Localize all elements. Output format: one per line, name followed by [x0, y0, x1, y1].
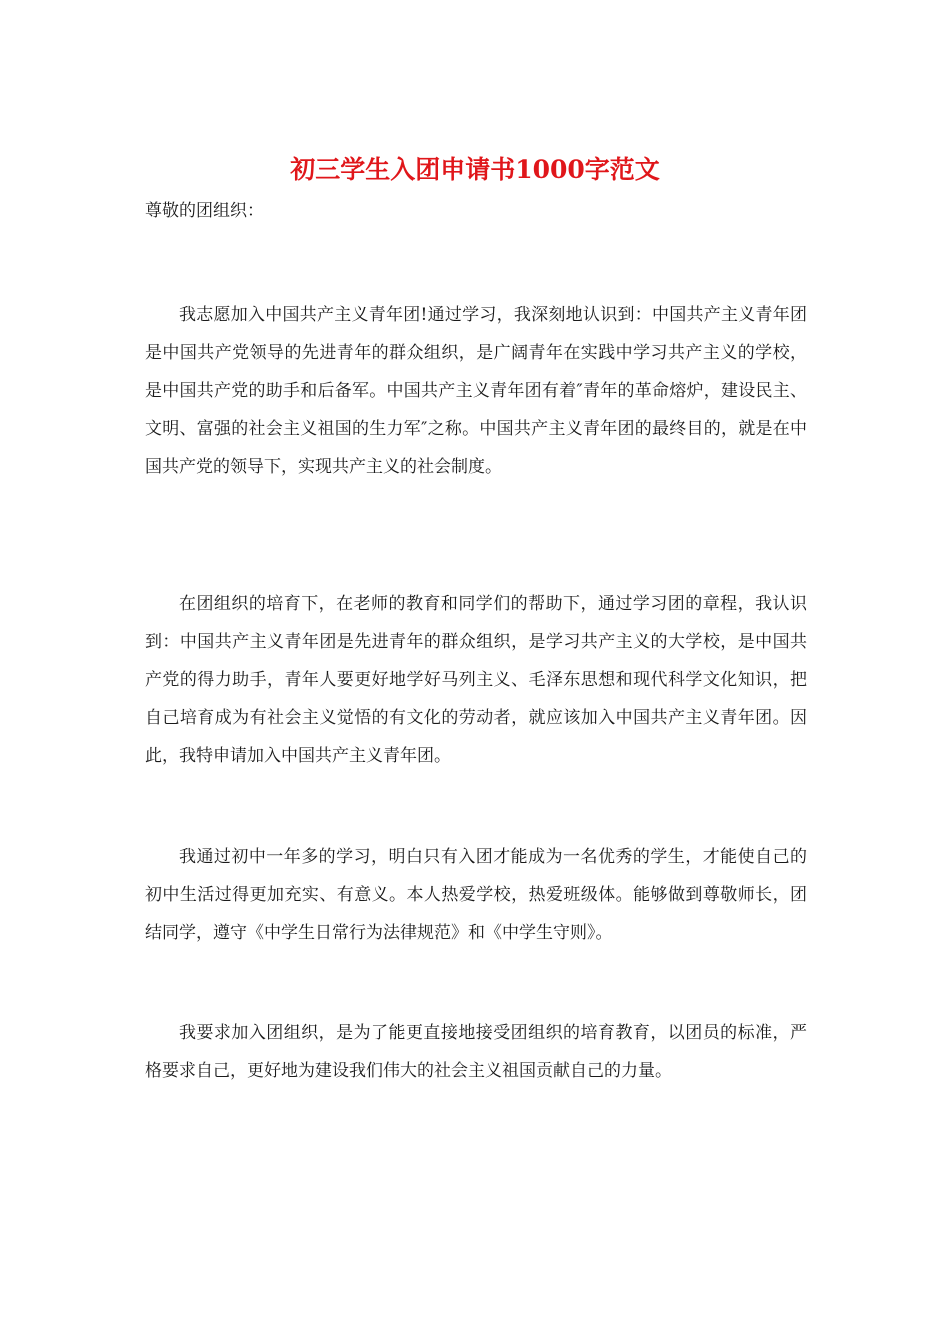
paragraph-3: 我通过初中一年多的学习，明白只有入团才能成为一名优秀的学生，才能使自己的初中生活过得更加充实、有意义。本人热爱学校，热爱班级体。能够做到尊敬师长，团结同学，遵守《中学生日常行为法律规范》和《中学生守则》。 — [145, 847, 807, 943]
document-title: 初三学生入团申请书1000字范文 — [290, 155, 660, 184]
paragraph-4: 我要求加入团组织，是为了能更直接地接受团组织的培育教育，以团员的标准，严格要求自己，更好地为建设我们伟大的社会主义祖国贡献自己的力量。 — [145, 1023, 807, 1081]
salutation: 尊敬的团组织： — [145, 201, 264, 221]
paragraph-1: 我志愿加入中国共产主义青年团!通过学习，我深刻地认识到：中国共产主义青年团是中国共产党领导的先进青年的群众组织，是广阔青年在实践中学习共产主义的学校，是中国共产党的助手和后备军。中国共产主义青年团有着″青年的革命熔炉，建设民主、文明、富强的社会主义祖国的生力军″之称。中国共产主义青年团的最终目的，就是在中国共产党的领导下，实现共产主义的社会制度。 — [145, 305, 807, 477]
paragraph-2: 在团组织的培育下，在老师的教育和同学们的帮助下，通过学习团的章程，我认识到：中国共产主义青年团是先进青年的群众组织，是学习共产主义的大学校，是中国共产党的得力助手，青年人要更好地学好马列主义、毛泽东思想和现代科学文化知识，把自己培育成为有社会主义觉悟的有文化的劳动者，就应该加入中国共产主义青年团。因此，我特申请加入中国共产主义青年团。 — [145, 594, 807, 766]
